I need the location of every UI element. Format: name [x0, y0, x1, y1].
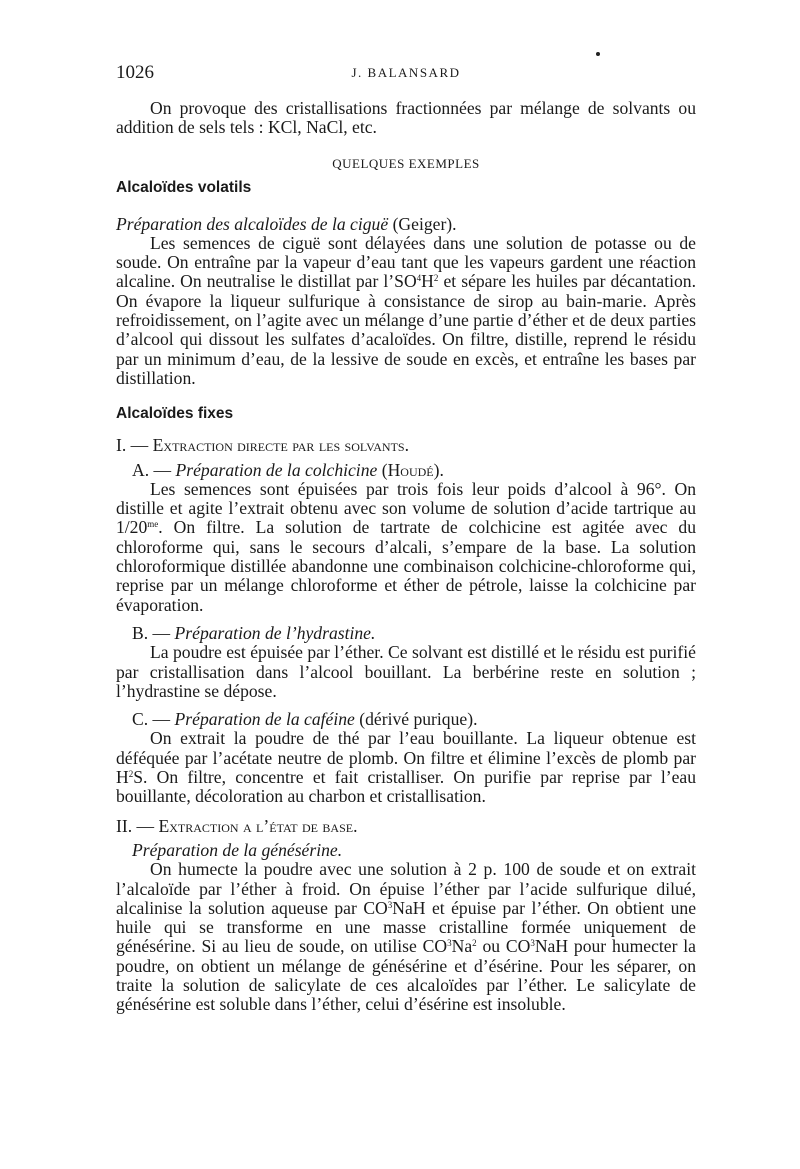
page-number: 1026	[116, 62, 154, 83]
cigue-preparation-title: Préparation des alcaloïdes de la ciguë (Geiger).	[116, 213, 457, 234]
hydrastine-text: La poudre est épuisée par l’éther. Ce solvant est distillé et le résidu est purifié par cristallisation dans l’alcool bouillant. La berbérine reste en solution ; l’hydrastine se dépose.	[116, 642, 696, 701]
fixed-alkaloids-heading: Alcaloïdes fixes	[116, 405, 234, 423]
cafeine-title: C. — Préparation de la caféine (dérivé purique).	[132, 709, 478, 730]
cafeine-text: On extrait la poudre de thé par l’eau bouillante. La liqueur obtenue est déféquée par l’acétate neutre de plomb. On filtre et élimine l’excès de plomb par $H^2S$. On filtre, concentre et fait cristalliser. On purifie par reprise par l’eau bouillante, décoloration au charbon et cristallisation.	[116, 728, 696, 807]
colchicine-title: A. — Préparation de la colchicine (Houdé).	[132, 459, 444, 480]
volatile-alkaloids-heading: Alcaloïdes volatils	[116, 178, 252, 196]
cigue-preparation-text: Les semences de ciguë sont délayées dans une solution de potasse ou de soude. On entraîne par la vapeur d’eau tant que les vapeurs gardent une réaction alcaline. On neutralise le distillat par $l’SO^4H^2$ et sépare les huiles par décantation. On évapore la liqueur sulfurique à consistance de sirop au bain-marie. Après refroidissement, on l’agite avec un mélange d’une partie d’éther et de deux parties d’alcool qui dissout les sulfates d’acaloïdes. On filtre, distille, reprend le résidu par un minimum d’eau, de la lessive de soude en excès, et entraîne les bases par distillation.	[116, 232, 696, 388]
running-author: J. BALANSARD	[351, 65, 461, 80]
text-column	[116, 99, 696, 1015]
colchicine-text: Les semences sont épuisées par trois fois leur poids d’alcool à 96°. On distille et agite l’extrait obtenu avec son volume de solution d’acide tartrique au $1/20^{me}$. On filtre. La solution de tartrate de colchicine est agitée avec du chloroforme qui, sans le secours d’alcali, s’empare de la base. La solution chloroformique distillée abandonne une combinaison colchicine-chloroforme qui, reprise par un mélange chloroforme et éther de pétrole, laisse la colchicine par évaporation.	[116, 478, 696, 615]
hydrastine-title: B. — Préparation de l’hydrastine.	[132, 622, 376, 643]
geneserine-text: On humecte la poudre avec une solution à 2 p. 100 de soude et on extrait l’alcaloïde par l’éther à froid. On épuise l’éther par l’acide sulfurique dilué, alcalinise la solution aqueuse par $CO^3NaH$ et épuise par l’éther. On obtient une huile qui se transforme en une masse cristalline formée uniquement de génésérine. Si au lieu de soude, on utilise $CO^3Na^2$ ou $CO^3NaH$ pour humecter la poudre, on obtient un mélange de génésérine et d’ésérine. Pour les séparer, on traite la solution de salicylate de ces alcaloïdes par l’éther. Le salicylate de génésérine est soluble dans l’éther, celui d’ésérine est insoluble.	[116, 859, 696, 1015]
section-one-title: I. — Extraction directe par les solvants.	[116, 435, 409, 456]
examples-heading: QUELQUES EXEMPLES	[332, 155, 480, 171]
print-speck	[596, 52, 600, 56]
geneserine-title: Préparation de la génésérine.	[132, 839, 343, 860]
section-two-title: II. — Extraction a l’état de base.	[116, 815, 358, 836]
intro-paragraph: On provoque des cristallisations fractionnées par mélange de solvants ou addition de sels tels : KCl, NaCl, etc.	[116, 98, 696, 138]
running-header	[116, 62, 696, 86]
